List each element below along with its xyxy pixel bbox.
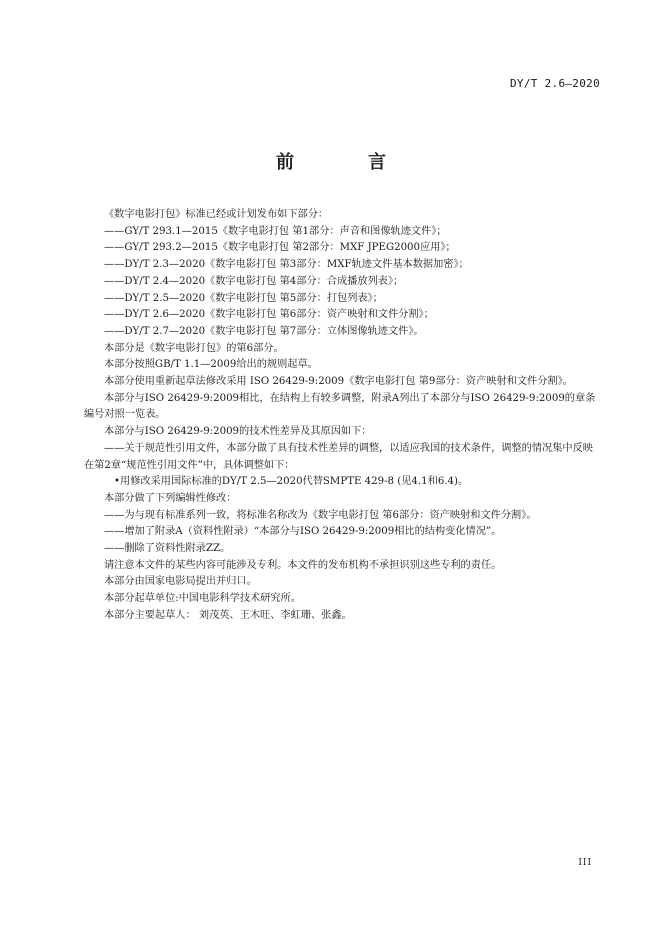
paragraph: 本部分做了下列编辑性修改： [104, 492, 237, 504]
page-title: 前 言 [276, 152, 414, 173]
list-item: ——增加了附录A（资料性附录）“本部分与ISO 26429-9:2009相比的结构变化情况”。 [104, 526, 502, 538]
paragraph: 本部分由国家电影局提出并归口。 [104, 576, 257, 588]
document-code: DY/T 2.6—2020 [510, 77, 600, 90]
paragraph: 本部分是《数字电影打包》的第6部分。 [104, 342, 284, 354]
list-item: ——为与现有标准系列一致，将标准名称改为《数字电影打包 第6部分：资产映射和文件分割》。 [104, 509, 537, 521]
list-item: ——DY/T 2.7—2020《数字电影打包 第7部分：立体图像轨迹文件》。 [104, 325, 424, 337]
list-item: ——GY/T 293.1—2015《数字电影打包 第1部分：声音和图像轨迹文件》； [104, 225, 447, 237]
paragraph: 本部分与ISO 26429-9:2009的技术性差异及其原因如下： [104, 426, 372, 438]
paragraph: 本部分起草单位:中国电影科学技术研究所。 [104, 593, 301, 605]
paragraph: 本部分使用重新起草法修改采用 ISO 26429-9:2009《数字电影打包 第9部分：资产映射和文件分割》。 [104, 376, 573, 388]
list-item: ——关于规范性引用文件，本部分做了具有技术性差异的调整，以适应我国的技术条件，调整的情况集中反映在第2章“规范性引用文件”中，具体调整如下： [84, 442, 593, 471]
paragraph: 本部分按照GB/T 1.1—2009给出的规则起草。 [104, 359, 318, 371]
list-item: ——GY/T 293.2—2015《数字电影打包 第2部分：MXF JPEG2000应用》； [104, 242, 456, 254]
list-item: ——删除了资料性附录ZZ。 [104, 543, 231, 555]
list-item: ——DY/T 2.3—2020《数字电影打包 第3部分：MXF轨迹文件基本数据加密》； [104, 259, 469, 271]
paragraph: 本部分与ISO 26429-9:2009相比，在结构上有较多调整，附录A列出了本部分与ISO 26429-9:2009的章条编号对照一览表。 [84, 392, 596, 421]
paragraph: 请注意本文件的某些内容可能涉及专利。本文件的发布机构不承担识别这些专利的责任。 [104, 559, 502, 571]
paragraph: 《数字电影打包》标准已经或计划发布如下部分： [104, 209, 329, 220]
bullet-item: •用修改采用国际标准的DY/T 2.5—2020代替SMPTE 429-8 (见4.1和6.4)。 [114, 476, 469, 488]
foreword-body [84, 207, 600, 625]
list-item: ——DY/T 2.6—2020《数字电影打包 第6部分：资产映射和文件分割》； [104, 309, 434, 321]
page-number: III [578, 858, 592, 868]
paragraph: 本部分主要起草人： 刘茂英、王木旺、李虹珊、张鑫。 [104, 609, 352, 621]
list-item: ——DY/T 2.4—2020《数字电影打包 第4部分：合成播放列表》； [104, 275, 404, 287]
list-item: ——DY/T 2.5—2020《数字电影打包 第5部分：打包列表》； [104, 292, 383, 304]
